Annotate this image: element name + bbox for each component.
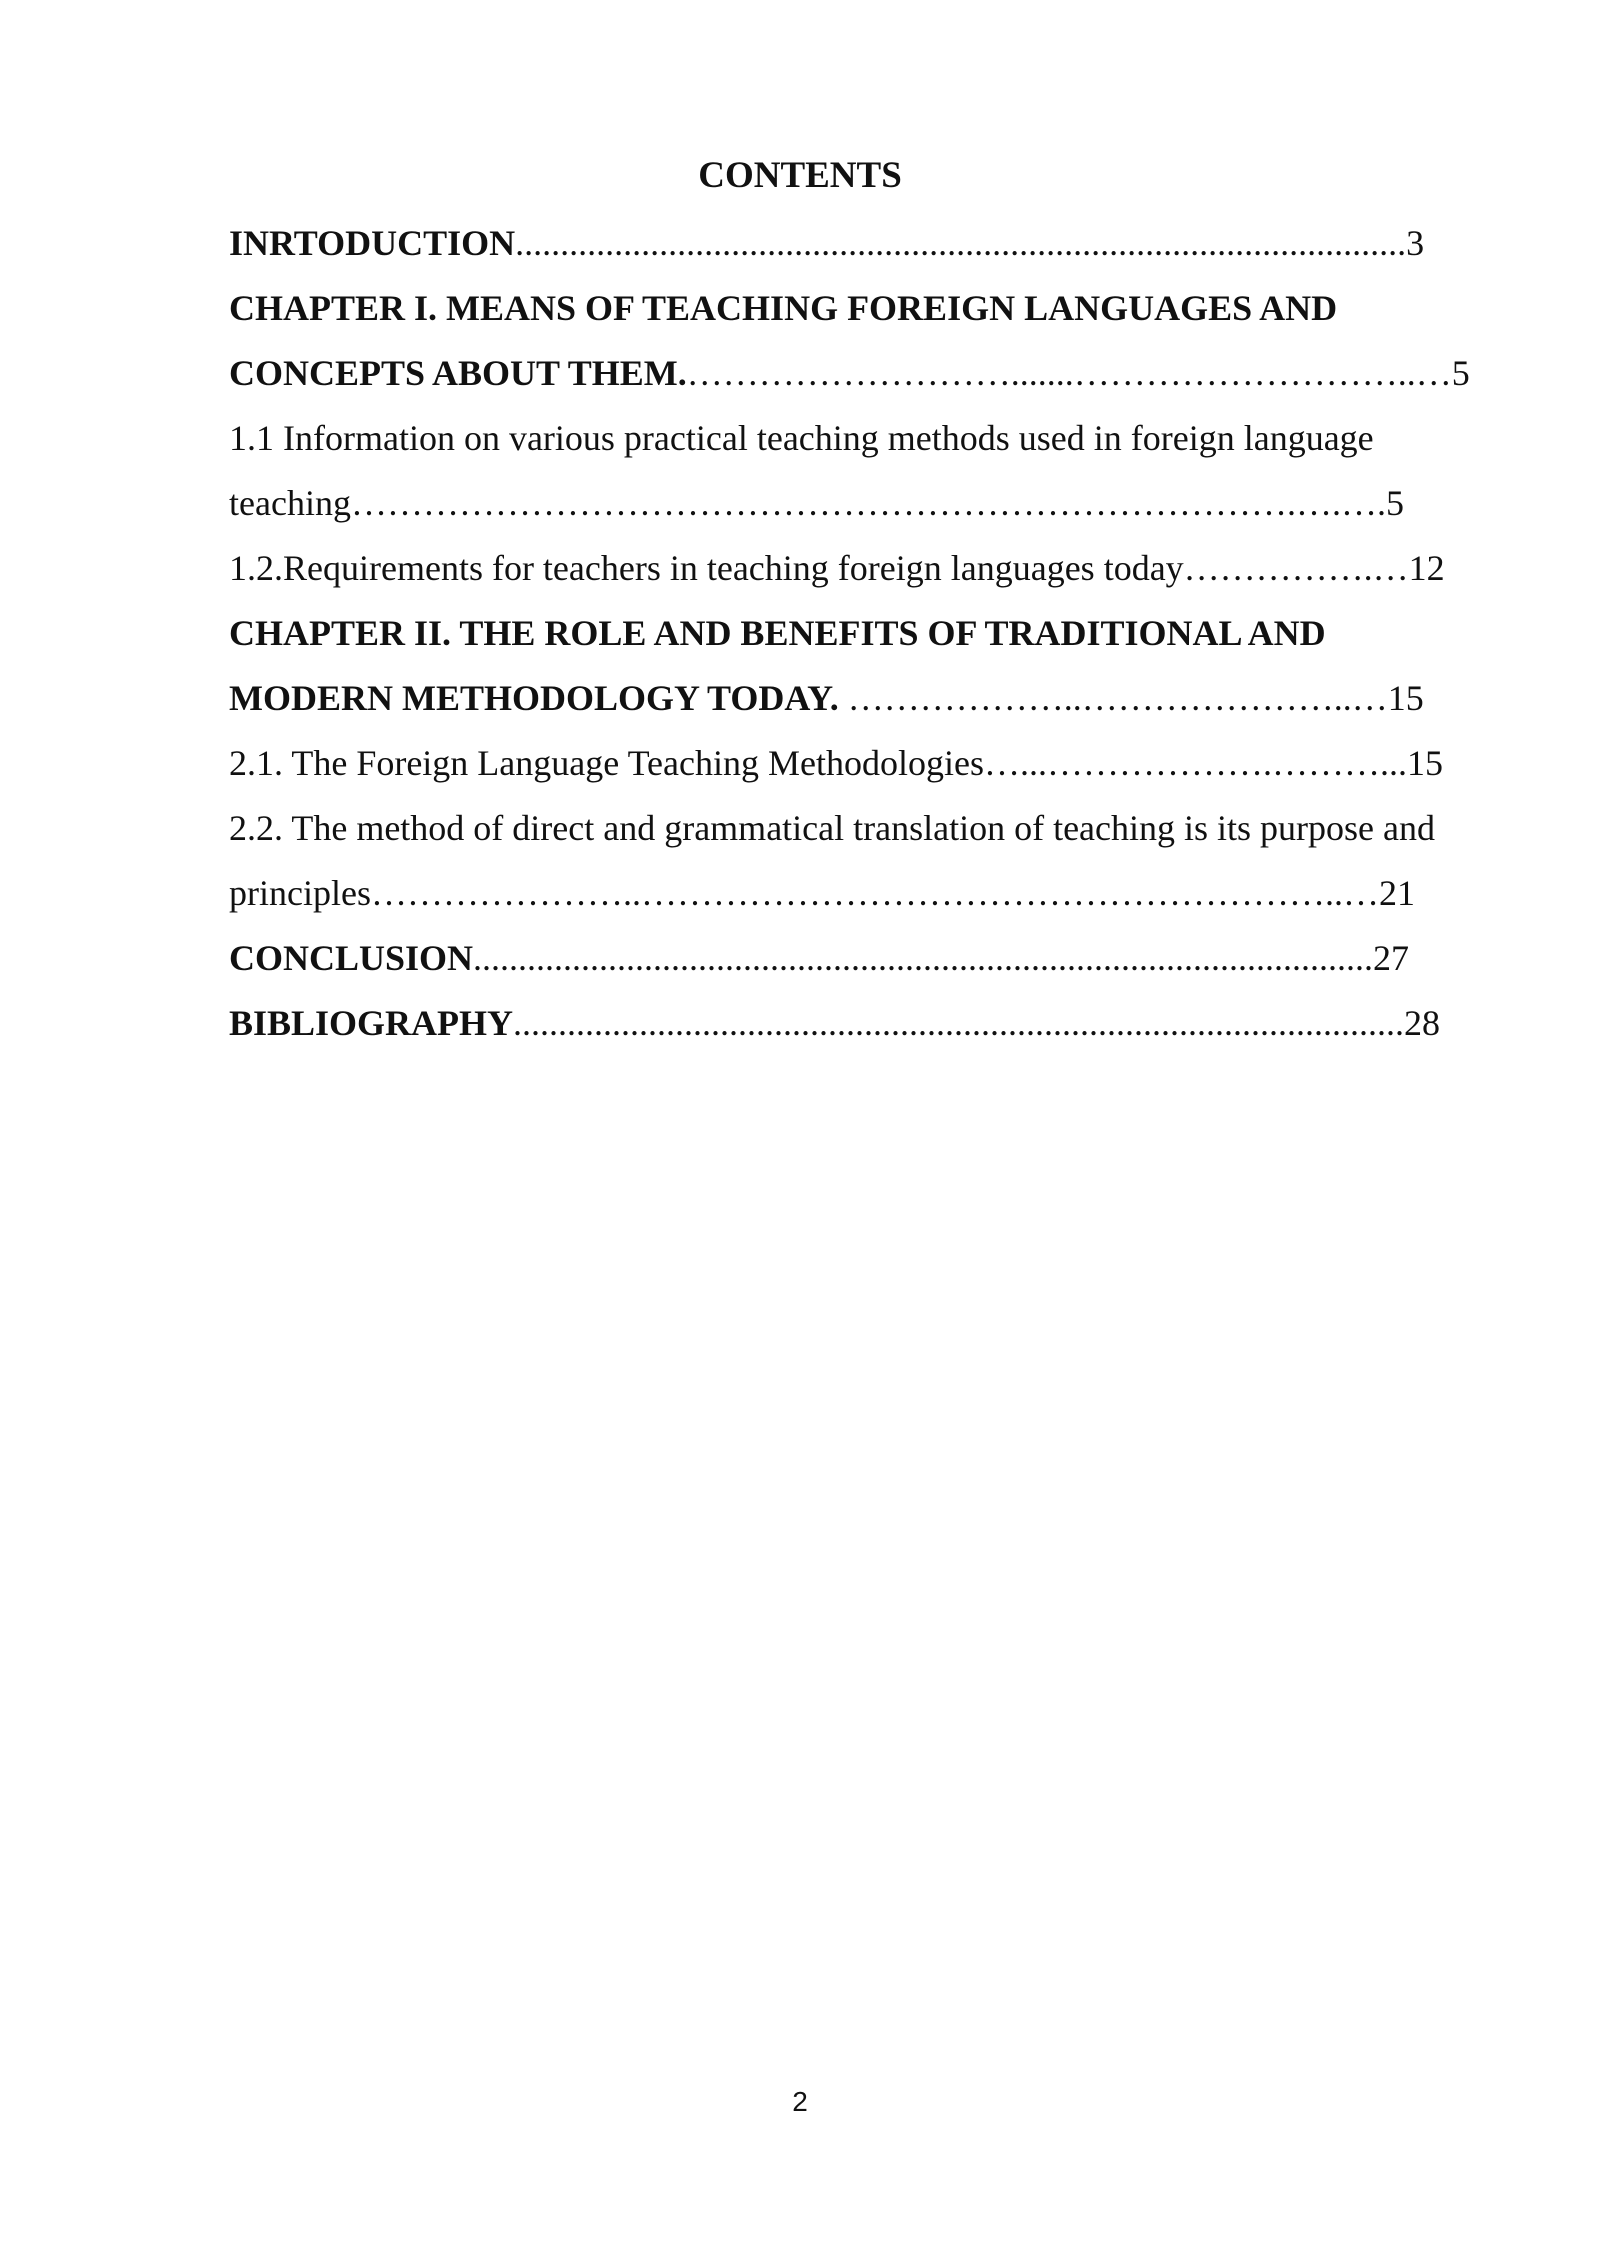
toc-entry [229, 341, 1507, 406]
toc-entry [229, 991, 1507, 1056]
toc-entry-title: 2.1. The Foreign Language Teaching Methodologies [229, 743, 984, 783]
toc-entry-title: CHAPTER I. MEANS OF TEACHING FOREIGN LANGUAGES AND [229, 288, 1338, 328]
toc-entry-leader: …...……………….………... [983, 743, 1407, 783]
toc-entry-leader: …………………………………………………………………….….…. [350, 483, 1386, 523]
toc-entry [229, 601, 1507, 666]
toc-entry [229, 211, 1507, 276]
toc-entry-page: 3 [1406, 223, 1425, 263]
toc-entry-page: 21 [1378, 873, 1415, 913]
toc-entry-title: 1.2.Requirements for teachers in teaching foreign languages today [229, 548, 1184, 588]
toc-entry-page: 12 [1408, 548, 1445, 588]
toc-entry-page: 15 [1406, 743, 1443, 783]
table-of-contents [229, 211, 1507, 1056]
toc-entry-leader: ……………………….......………………………..… [686, 353, 1452, 393]
toc-entry-page: 28 [1404, 1003, 1441, 1043]
toc-entry-leader: …………………..…………………………………………………..… [370, 873, 1379, 913]
toc-entry-leader: .................................................................................................... [473, 938, 1374, 978]
toc-entry-page: 5 [1385, 483, 1404, 523]
toc-entry-page: 15 [1387, 678, 1424, 718]
toc-entry [229, 406, 1507, 471]
toc-entry-title: 1.1 Information on various practical teaching methods used in foreign language [229, 418, 1374, 458]
toc-entry [229, 861, 1507, 926]
toc-entry [229, 666, 1507, 731]
toc-entry-title: BIBLIOGRAPHY [229, 1003, 514, 1043]
toc-entry-title: CHAPTER II. THE ROLE AND BENEFITS OF TRADITIONAL AND [229, 613, 1326, 653]
toc-entry-page: 27 [1373, 938, 1410, 978]
toc-entry-title: principles [229, 873, 371, 913]
toc-entry-title: CONCEPTS ABOUT THEM. [229, 353, 687, 393]
toc-entry-title: CONCLUSION [229, 938, 474, 978]
toc-entry [229, 796, 1507, 861]
toc-entry [229, 536, 1507, 601]
toc-entry [229, 276, 1507, 341]
page-number: 2 [792, 2086, 808, 2117]
toc-entry-leader: ................................................................................................... [515, 223, 1407, 263]
toc-entry-title: MODERN METHODOLOGY TODAY. [229, 678, 839, 718]
toc-entry-title: INRTODUCTION [229, 223, 516, 263]
toc-entry-title: 2.2. The method of direct and grammatical translation of teaching is its purpose and [229, 808, 1435, 848]
toc-entry [229, 926, 1507, 991]
toc-entry-leader: ………………..…………………..… [838, 678, 1388, 718]
contents-heading: CONTENTS [698, 155, 902, 196]
toc-entry-leader: …………….… [1183, 548, 1409, 588]
toc-entry-title: teaching [229, 483, 351, 523]
toc-entry [229, 471, 1507, 536]
toc-entry [229, 731, 1507, 796]
toc-entry-page: 5 [1451, 353, 1470, 393]
toc-entry-leader: ................................................................................................... [513, 1003, 1405, 1043]
